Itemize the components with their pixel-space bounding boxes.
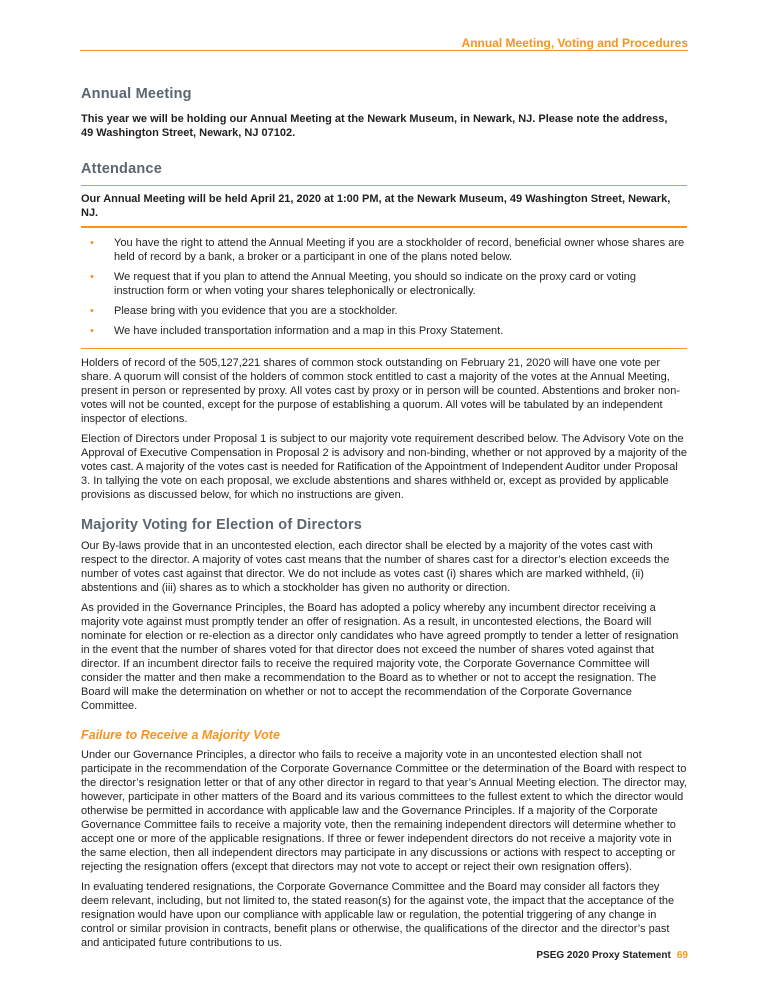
- bullet-icon: •: [90, 325, 94, 337]
- list-item: • We request that if you plan to attend the Annual Meeting, you should so indicate on the proxy card or voting instruction form or when voting your shares telephonically or electronically.: [90, 271, 637, 297]
- failure-paragraph-1: Under our Governance Principles, a director who fails to receive a majority vote in an uncontested election shall not participate in the recommendation of the Corporate Governance Committee or the determination of the Board with respect to the director’s resignation letter or that of any other director in regard to that year’s Annual Meeting election. The director may, however, participate in other matters of the Board and its various committees to the fullest extent to which the director would otherwise be permitted in accordance with applicable law and the Governance Principles. If a majority of the Corporate Governance Committee fails to receive a majority vote, then the remaining independent directors will determine whether to accept one or more of the applicable resignations. If three or fewer independent directors do not receive a majority vote in the same election, then all independent directors may participate in any discussions or actions with respect to accepting or rejecting the resignation offers (except that directors may not vote to accept or reject their own resignation offers).: [81, 749, 687, 873]
- majority-voting-paragraph-2: As provided in the Governance Principles, the Board has adopted a policy whereby any incumbent director receiving a majority vote against must promptly tender an offer of resignation. As a result, in uncontested elections, the Board will nominate for election or re-election as a director only candidates who have agreed promptly to tender a letter of resignation in the event that the number of shares voted for that director does not exceed the number of shares voted against that director. If an incumbent director fails to receive the required majority vote, the Corporate Governance Committee will consider the matter and then make a recommendation to the Board as to whether or not to accept the resignation. The Board will make the determination on whether or not to accept the recommendation of the Corporate Governance Committee.: [81, 602, 679, 712]
- bullet-icon: •: [90, 237, 94, 249]
- attendance-list: [81, 228, 687, 349]
- bullet-icon: •: [90, 305, 94, 317]
- page-number: 69: [676, 950, 688, 961]
- attendance-paragraph-1: Holders of record of the 505,127,221 shares of common stock outstanding on February 21, 2020 will have one vote per share. A quorum will consist of the holders of common stock entitled to cast a majority of the votes at the Annual Meeting, present in person or represented by proxy. All votes cast by proxy or in person will be counted. Abstentions and broker non-votes will not be counted, except for the purpose of establishing a quorum. All votes will be tabulated by an independent inspector of elections.: [81, 357, 681, 425]
- attendance-heading: Attendance: [81, 161, 162, 177]
- attendance-lead: Our Annual Meeting will be held April 21, 2020 at 1:00 PM, at the Newark Museum, 49 Washington Street, Newark, NJ.: [81, 193, 671, 219]
- annual-meeting-text-line-2: 49 Washington Street, Newark, NJ 07102.: [81, 127, 296, 139]
- attendance-paragraph-2: Election of Directors under Proposal 1 is subject to our majority vote requirement described below. The Advisory Vote on the Approval of Executive Compensation in Proposal 2 is advisory and non-binding, whether or not approved by a majority of the votes cast. A majority of the votes cast is needed for Ratification of the Appointment of Independent Auditor under Proposal 3. In tallying the vote on each proposal, we exclude abstentions and shares withheld or, except as provided by applicable provisions as discussed below, for which no instructions are given.: [81, 433, 687, 501]
- list-item: • Please bring with you evidence that you are a stockholder.: [90, 305, 398, 317]
- list-item: • We have included transportation information and a map in this Proxy Statement.: [90, 325, 504, 337]
- majority-voting-paragraph-1: Our By-laws provide that in an uncontested election, each director shall be elected by a majority of the votes cast with respect to the director. A majority of votes cast means that the number of shares cast for a director’s election exceeds the number of votes cast against that director. We do not include as votes cast (i) shares which are marked withheld, (ii) abstentions and (iii) shares as to which a stockholder has given no authority or direction.: [81, 540, 670, 594]
- footer-label: PSEG 2020 Proxy Statement: [536, 950, 671, 961]
- section-title: Annual Meeting, Voting and Procedures: [461, 36, 688, 50]
- bullet-icon: •: [90, 271, 94, 283]
- failure-heading: Failure to Receive a Majority Vote: [81, 728, 280, 742]
- annual-meeting-text-line-1: This year we will be holding our Annual Meeting at the Newark Museum, in Newark, NJ. Please note the address,: [81, 113, 668, 125]
- annual-meeting-text: [81, 112, 687, 140]
- page-header: [80, 30, 688, 51]
- failure-paragraph-2: In evaluating tendered resignations, the Corporate Governance Committee and the Board may consider all factors they deem relevant, including, but not limited to, the stated reason(s) for the against vote, the impact that the acceptance of the resignation would have upon our compliance with applicable law or regulation, the potential triggering of any change in control or similar provision in contracts, benefit plans or otherwise, the qualifications of the director and the director’s past and anticipated future contributions to us.: [81, 881, 675, 949]
- page-footer: [536, 950, 688, 961]
- attendance-lead-box: [81, 185, 687, 228]
- annual-meeting-heading: Annual Meeting: [81, 86, 192, 102]
- page-content: [81, 86, 687, 950]
- list-item: • You have the right to attend the Annual Meeting if you are a stockholder of record, beneficial owner whose shares are held of record by a bank, a broker or a participant in one of the plans noted below.: [90, 237, 685, 263]
- majority-voting-heading: Majority Voting for Election of Directors: [81, 517, 363, 533]
